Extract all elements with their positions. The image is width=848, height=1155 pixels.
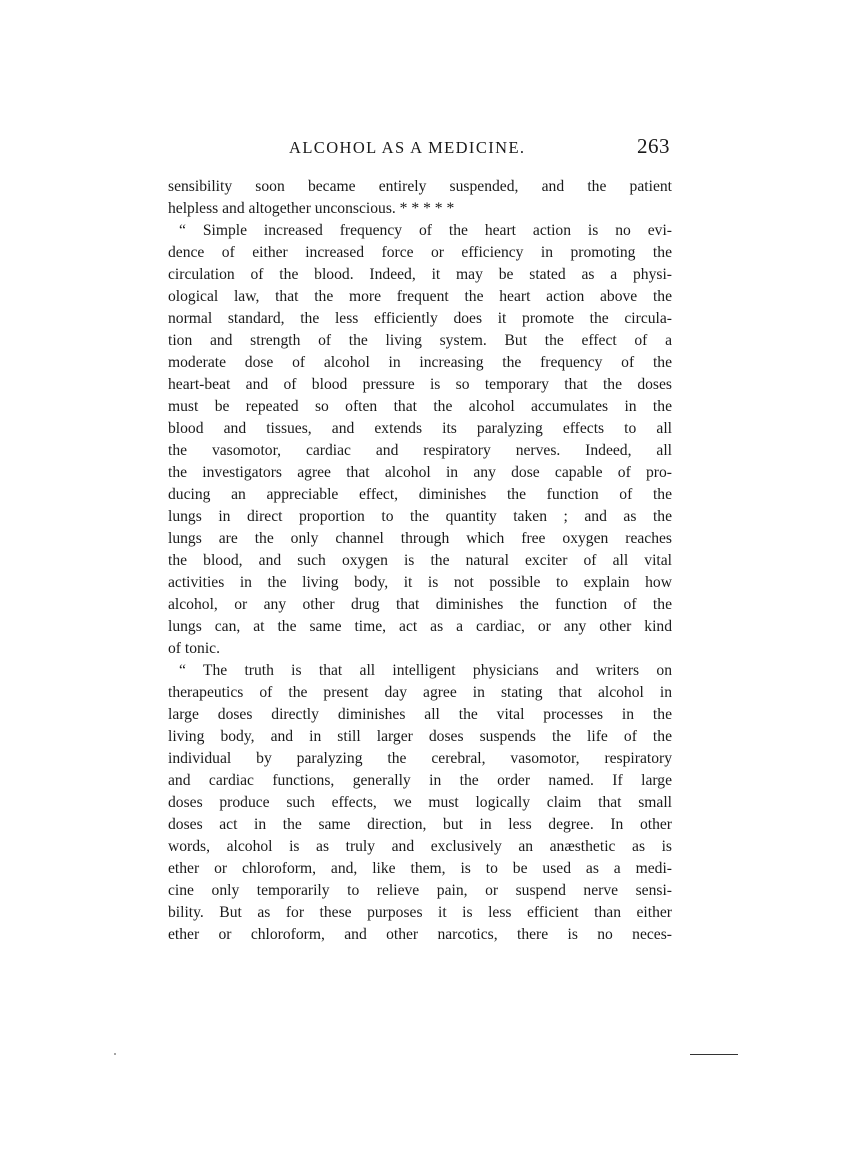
text-line: the vasomotor, cardiac and respiratory nerves. Indeed, all <box>168 442 672 459</box>
text-line: bility. But as for these purposes it is less efficient than either <box>168 904 672 921</box>
text-line: doses act in the same direction, but in less degree. In other <box>168 816 672 833</box>
text-line: normal standard, the less efficiently does it promote the circula- <box>168 310 672 327</box>
text-line: large doses directly diminishes all the vital processes in the <box>168 706 672 723</box>
text-line: circulation of the blood. Indeed, it may be stated as a physi- <box>168 266 672 283</box>
text-line: individual by paralyzing the cerebral, vasomotor, respiratory <box>168 750 672 767</box>
running-header <box>168 134 672 162</box>
text-line: helpless and altogether unconscious. * * * * * <box>168 200 455 217</box>
text-line: and cardiac functions, generally in the order named. If large <box>168 772 672 789</box>
text-line: doses produce such effects, we must logically claim that small <box>168 794 672 811</box>
paragraph-start-line: “ Simple increased frequency of the heart action is no evi- <box>179 222 672 239</box>
running-title: ALCOHOL AS A MEDICINE. <box>289 138 526 157</box>
page-number: 263 <box>637 134 670 158</box>
text-line: must be repeated so often that the alcohol accumulates in the <box>168 398 672 415</box>
text-line: the blood, and such oxygen is the natural exciter of all vital <box>168 552 672 569</box>
text-line: ether or chloroform, and, like them, is to be used as a medi- <box>168 860 672 877</box>
text-line: blood and tissues, and extends its paralyzing effects to all <box>168 420 672 437</box>
scan-speck <box>114 1053 116 1055</box>
text-line: heart-beat and of blood pressure is so temporary that the doses <box>168 376 672 393</box>
text-line: ducing an appreciable effect, diminishes the function of the <box>168 486 672 503</box>
text-line: activities in the living body, it is not possible to explain how <box>168 574 672 591</box>
text-line: the investigators agree that alcohol in any dose capable of pro- <box>168 464 672 481</box>
text-line: sensibility soon became entirely suspended, and the patient <box>168 178 672 195</box>
text-line: lungs in direct proportion to the quantity taken ; and as the <box>168 508 672 525</box>
body-text <box>168 176 672 946</box>
text-line: therapeutics of the present day agree in stating that alcohol in <box>168 684 672 701</box>
text-line: words, alcohol is as truly and exclusively an anæsthetic as is <box>168 838 672 855</box>
paragraph-start-line: “ The truth is that all intelligent physicians and writers on <box>179 662 672 679</box>
text-line: lungs can, at the same time, act as a cardiac, or any other kind <box>168 618 672 635</box>
text-line: moderate dose of alcohol in increasing the frequency of the <box>168 354 672 371</box>
footer-rule <box>690 1054 738 1055</box>
text-line: lungs are the only channel through which free oxygen reaches <box>168 530 672 547</box>
text-line: living body, and in still larger doses suspends the life of the <box>168 728 672 745</box>
text-line: of tonic. <box>168 640 220 657</box>
text-line: ether or chloroform, and other narcotics, there is no neces- <box>168 926 672 943</box>
text-line: tion and strength of the living system. But the effect of a <box>168 332 672 349</box>
text-line: cine only temporarily to relieve pain, or suspend nerve sensi- <box>168 882 672 899</box>
text-line: alcohol, or any other drug that diminishes the function of the <box>168 596 672 613</box>
text-line: dence of either increased force or efficiency in promoting the <box>168 244 672 261</box>
text-line: ological law, that the more frequent the heart action above the <box>168 288 672 305</box>
